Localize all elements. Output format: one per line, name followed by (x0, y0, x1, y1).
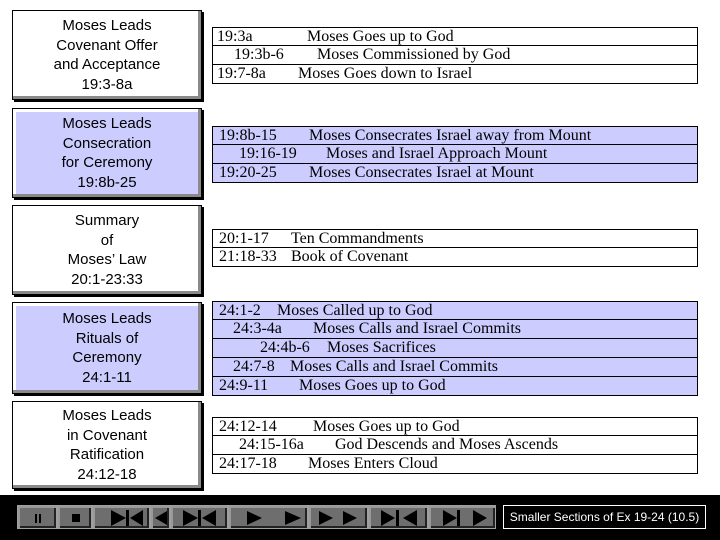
rewind-button[interactable] (170, 505, 228, 529)
list-item (212, 145, 698, 164)
verse-desc: Moses Consecrates Israel at Mount (309, 164, 534, 181)
verse-desc: Moses Goes up to God (307, 28, 454, 45)
fast-forward-button[interactable] (308, 505, 368, 529)
next-button[interactable] (368, 505, 428, 529)
verse-ref: 19:16-19 (239, 145, 297, 162)
verse-ref: 19:3b-6 (234, 46, 284, 63)
pause-button[interactable] (17, 505, 57, 529)
verse-ref: 19:7-8a (217, 65, 266, 82)
verse-ref: 24:1-2 (219, 302, 261, 319)
player-control-bar (0, 495, 720, 540)
list-item (212, 126, 698, 145)
list-item (212, 320, 698, 339)
section-label-consecration: Moses Leads Consecration for Ceremony 19:8b-25 (12, 108, 202, 198)
skip-to-start-button[interactable] (92, 505, 150, 529)
verse-desc: Moses and Israel Approach Mount (326, 145, 548, 162)
list-item (212, 301, 698, 320)
pause-icon (18, 506, 58, 530)
verse-ref: 24:15-16a (239, 436, 304, 453)
verse-desc: Moses Called up to God (277, 302, 433, 319)
list-item (212, 417, 698, 436)
play-icon (229, 506, 309, 530)
section-lines-rituals (212, 301, 698, 396)
section-lines-consecration (212, 126, 698, 183)
verse-ref: 20:1-17 (219, 230, 269, 247)
list-item (212, 377, 698, 396)
list-item (212, 339, 698, 358)
skip-to-start-icon (93, 506, 151, 530)
skip-to-end-button[interactable] (428, 505, 496, 529)
verse-desc: Moses Goes up to God (299, 377, 446, 394)
list-item (212, 358, 698, 377)
verse-desc: Moses Commissioned by God (317, 46, 511, 63)
verse-ref: 24:4b-6 (260, 339, 310, 356)
verse-desc: Moses Goes down to Israel (298, 65, 473, 82)
verse-ref: 24:3-4a (233, 320, 282, 337)
verse-ref: 19:20-25 (219, 164, 277, 181)
list-item (212, 229, 698, 248)
section-lines-summary-law (212, 229, 698, 267)
verse-desc: Moses Sacrifices (327, 339, 436, 356)
verse-ref: 24:9-11 (219, 377, 269, 394)
verse-desc: Book of Covenant (291, 248, 409, 265)
previous-button[interactable] (150, 505, 170, 529)
list-item (212, 164, 698, 183)
section-label-ratification: Moses Leads in Covenant Ratification 24:12-18 (12, 401, 202, 489)
section-lines-ratification (212, 417, 698, 474)
verse-ref: 24:7-8 (233, 358, 275, 375)
stop-icon (58, 506, 93, 530)
fast-forward-icon (309, 506, 369, 530)
list-item (212, 46, 698, 65)
list-item (212, 248, 698, 267)
list-item (212, 65, 698, 84)
next-icon (369, 506, 429, 530)
verse-desc: Moses Calls and Israel Commits (313, 320, 521, 337)
list-item (212, 27, 698, 46)
rewind-icon (171, 506, 229, 530)
section-label-summary-law: Summary of Moses’ Law 20:1-23:33 (12, 205, 202, 295)
verse-ref: 19:3a (217, 28, 253, 45)
verse-desc: God Descends and Moses Ascends (335, 436, 559, 453)
section-lines-covenant-offer (212, 27, 698, 84)
previous-icon (151, 506, 171, 530)
slide-caption: Smaller Sections of Ex 19-24 (10.5) (503, 505, 706, 529)
verse-desc: Moses Enters Cloud (308, 455, 438, 472)
verse-ref: 24:17-18 (219, 455, 277, 472)
list-item (212, 436, 698, 455)
section-label-rituals: Moses Leads Rituals of Ceremony 24:1-11 (12, 302, 202, 394)
verse-desc: Moses Goes up to God (313, 418, 460, 435)
verse-desc: Ten Commandments (291, 230, 424, 247)
verse-ref: 19:8b-15 (219, 127, 277, 144)
list-item (212, 455, 698, 474)
verse-ref: 21:18-33 (219, 248, 277, 265)
skip-to-end-icon (429, 506, 497, 530)
section-label-covenant-offer: Moses Leads Covenant Offer and Acceptance 19:3-8a (12, 10, 202, 100)
verse-ref: 24:12-14 (219, 418, 277, 435)
stop-button[interactable] (57, 505, 92, 529)
verse-desc: Moses Calls and Israel Commits (290, 358, 498, 375)
play-button[interactable] (228, 505, 308, 529)
verse-desc: Moses Consecrates Israel away from Mount (309, 127, 592, 144)
